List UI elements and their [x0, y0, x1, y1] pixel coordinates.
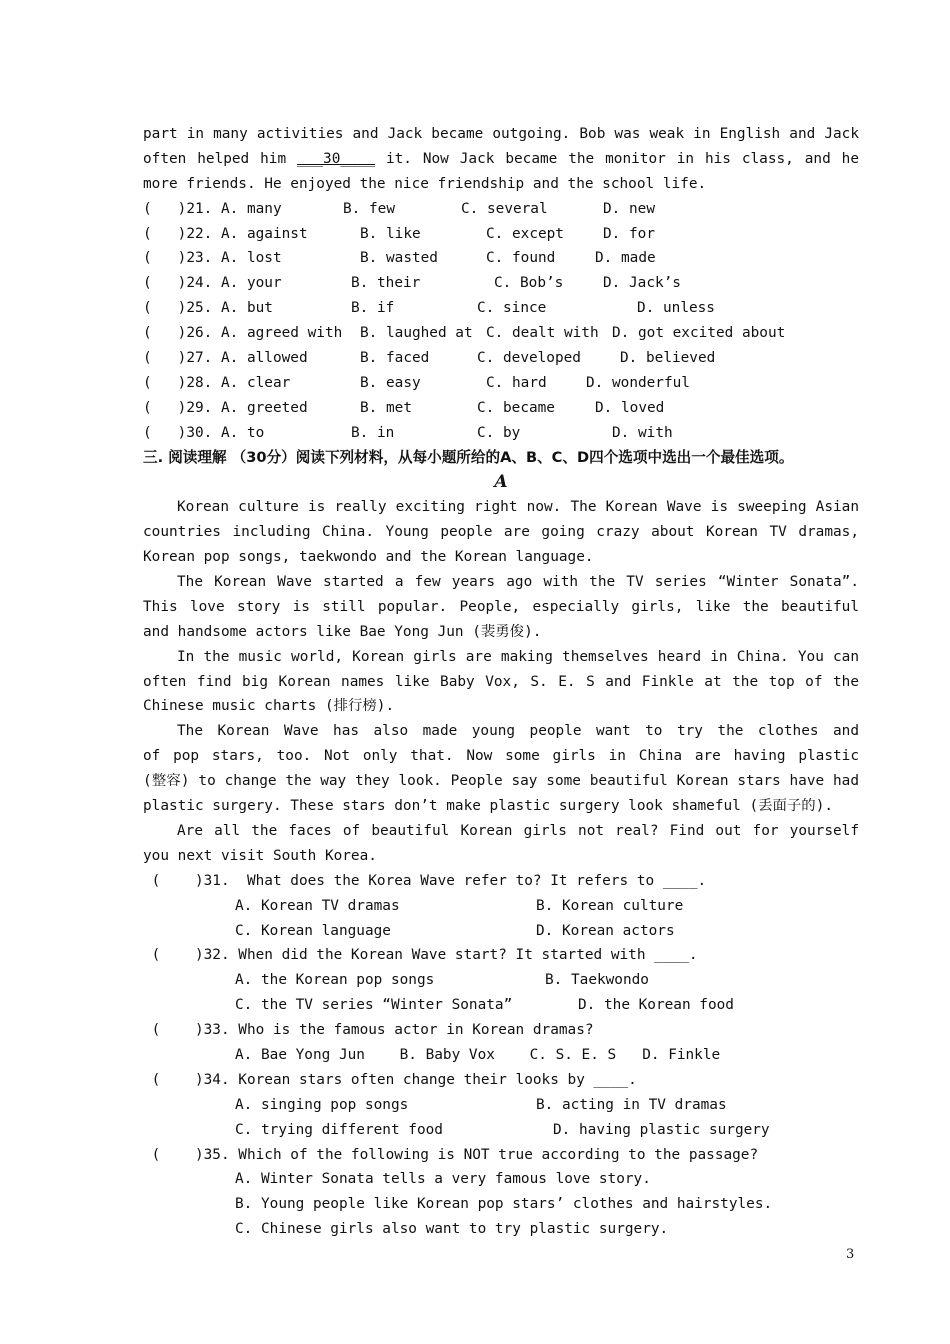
cloze-option-row — [143, 371, 859, 396]
passage-line: countries including China. Young people are going crazy about Korean TV dramas, — [143, 524, 859, 541]
passage-line: part in many activities and Jack became outgoing. Bob was weak in English and Jack — [143, 126, 859, 142]
option-a: ( )30. A. to — [143, 424, 265, 441]
question-stem: ( )32. When did the Korean Wave start? It started with ____. — [143, 947, 698, 964]
option-a: A. Korean TV dramas — [235, 897, 400, 914]
passage-line: Are all the faces of beautiful Korean girls not real? Find out for yourself — [177, 822, 859, 839]
options-inline: A. Bae Yong Jun B. Baby Vox C. S. E. S D. Finkle — [235, 1046, 721, 1063]
passage-line: often find big Korean names like Baby Vox, S. E. S and Finkle at the top of the — [143, 673, 859, 690]
option-d: D. got excited about — [612, 325, 786, 342]
passage-line: plastic surgery. These stars don’t make plastic surgery look shameful (丢面子的). — [143, 798, 834, 815]
option-a: ( )29. A. greeted — [143, 399, 308, 416]
option-c: C. found — [486, 250, 556, 267]
questions — [143, 869, 859, 1242]
question-stem: ( )35. Which of the following is NOT true according to the passage? — [143, 1146, 759, 1163]
option-c: C. except — [486, 225, 564, 242]
passage-line: (整容) to change the way they look. People say some beautiful Korean stars have had — [143, 773, 859, 790]
option-b: B. if — [351, 300, 395, 317]
option-b: B. easy — [360, 374, 421, 391]
passage-letter: A — [494, 472, 508, 493]
cloze-option-row — [143, 296, 859, 321]
cloze-option-row — [143, 197, 859, 222]
passage-line: you next visit South Korea. — [143, 847, 377, 864]
option-a: ( )25. A. but — [143, 300, 273, 317]
option-b: B. few — [343, 200, 395, 217]
option-c: C. hard — [486, 374, 547, 391]
option-b: B. like — [360, 225, 421, 242]
option-a: ( )27. A. allowed — [143, 350, 308, 367]
passage-text: often helped him — [143, 150, 298, 167]
question-options — [143, 993, 859, 1018]
option-b: B. faced — [360, 350, 430, 367]
option-b: B. in — [351, 424, 395, 441]
passage-line: Korean culture is really exciting right now. The Korean Wave is sweeping Asian — [177, 499, 859, 516]
question-options — [143, 1167, 859, 1192]
option-c: C. the TV series “Winter Sonata” — [235, 997, 513, 1014]
reading-passage — [143, 495, 859, 868]
option-d: D. having plastic surgery — [553, 1121, 770, 1138]
option-b: B. acting in TV dramas — [536, 1096, 727, 1113]
option-c: C. trying different food — [235, 1121, 443, 1138]
option-c: C. dealt with — [486, 325, 599, 342]
option-b: B. met — [360, 399, 412, 416]
passage-line: of pop stars, too. Not only that. Now some girls in China are having plastic — [143, 748, 859, 765]
option-d: D. made — [595, 250, 656, 267]
option-c: C. since — [477, 300, 547, 317]
cloze-option-row — [143, 396, 859, 421]
question-options — [143, 1192, 859, 1217]
option-d: D. wonderful — [586, 374, 690, 391]
cloze-option-row — [143, 321, 859, 346]
option-a: A. the Korean pop songs — [235, 972, 435, 989]
passage-line: This love story is still popular. People, especially girls, like the beautiful — [143, 598, 859, 615]
cloze-option-row — [143, 346, 859, 371]
cloze-option-row — [143, 222, 859, 247]
option-c: C. developed — [477, 350, 581, 367]
option-d: D. for — [603, 225, 655, 242]
option-d: D. Jack’s — [603, 275, 681, 292]
option-b: B. Taekwondo — [545, 972, 649, 989]
option-b: B. Korean culture — [536, 897, 684, 914]
cloze-option-row — [143, 421, 859, 446]
cloze-option-row — [143, 271, 859, 296]
option-a: ( )28. A. clear — [143, 374, 291, 391]
option-a: ( )26. A. agreed with — [143, 325, 343, 342]
passage-line: and handsome actors like Bae Yong Jun (裴勇俊). — [143, 623, 542, 640]
passage-line: Korean pop songs, taekwondo and the Korean language. — [143, 549, 594, 566]
cloze-blank: ___30____ — [297, 150, 376, 167]
question-options — [143, 1217, 859, 1242]
option-b: B. wasted — [360, 250, 438, 267]
passage-line — [143, 147, 859, 172]
option-c: C. Bob’s — [494, 275, 564, 292]
option-c: C. Korean language — [235, 922, 391, 939]
option-a: ( )21. A. many — [143, 200, 282, 217]
question-stem: ( )34. Korean stars often change their looks by ____. — [143, 1071, 637, 1088]
option-d: D. new — [603, 200, 655, 217]
cloze-option-row — [143, 246, 859, 271]
option-d: D. loved — [595, 399, 665, 416]
cloze-options — [143, 197, 859, 446]
option-d: D. with — [612, 424, 673, 441]
question-options — [143, 968, 859, 993]
option-c: C. several — [461, 200, 548, 217]
page-number: 3 — [846, 1247, 855, 1262]
option-d: D. Korean actors — [536, 922, 675, 939]
option-a: A. Winter Sonata tells a very famous love story. — [235, 1171, 651, 1188]
option-a: ( )22. A. against — [143, 225, 308, 242]
option-d: D. unless — [637, 300, 715, 317]
passage-line: more friends. He enjoyed the nice friendship and the school life. — [143, 175, 707, 192]
question-options — [143, 1043, 859, 1068]
option-d: D. believed — [620, 350, 716, 367]
document-page — [143, 122, 859, 1242]
option-b: B. their — [351, 275, 421, 292]
option-c: C. Chinese girls also want to try plastic surgery. — [235, 1221, 669, 1238]
passage-text: it. Now Jack became the monitor in his class, and he — [385, 150, 859, 167]
passage-line: The Korean Wave started a few years ago with the TV series “Winter Sonata”. — [177, 574, 859, 591]
question-options — [143, 919, 859, 944]
option-b: B. Young people like Korean pop stars’ clothes and hairstyles. — [235, 1196, 773, 1213]
passage-line: Chinese music charts (排行榜). — [143, 698, 395, 715]
section-heading: 三. 阅读理解 （30分）阅读下列材料，从每小题所给的A、B、C、D四个选项中选出一个最佳选项。 — [143, 448, 794, 466]
question-options — [143, 1093, 859, 1118]
question-options — [143, 1118, 859, 1143]
question-stem: ( )33. Who is the famous actor in Korean dramas? — [143, 1022, 594, 1039]
option-c: C. by — [477, 424, 521, 441]
question-stem: ( )31. What does the Korea Wave refer to? It refers to ____. — [143, 872, 707, 889]
option-d: D. the Korean food — [578, 997, 734, 1014]
passage-line: In the music world, Korean girls are making themselves heard in China. You can — [177, 648, 859, 665]
option-a: ( )23. A. lost — [143, 250, 282, 267]
option-a: ( )24. A. your — [143, 275, 282, 292]
option-c: C. became — [477, 399, 555, 416]
option-a: A. singing pop songs — [235, 1096, 409, 1113]
passage-line: The Korean Wave has also made young people want to try the clothes and — [177, 723, 859, 740]
option-b: B. laughed at — [360, 325, 473, 342]
question-options — [143, 894, 859, 919]
